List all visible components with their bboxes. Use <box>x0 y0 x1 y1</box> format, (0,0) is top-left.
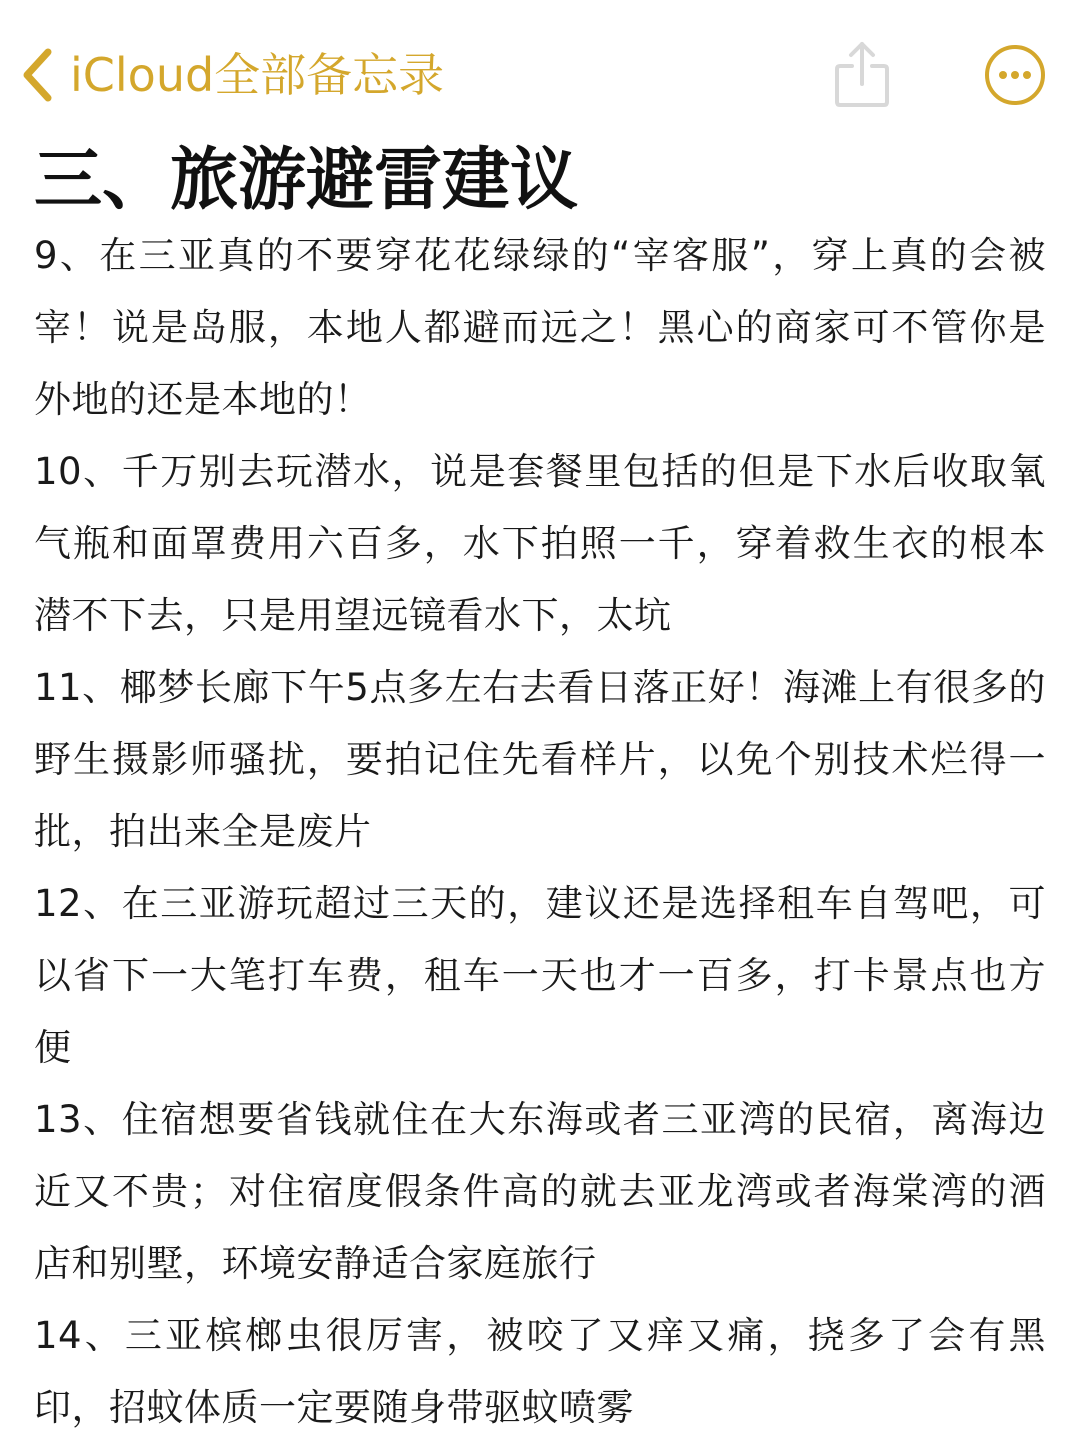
note-body[interactable] <box>34 220 1046 1444</box>
tip-paragraph: 14、三亚槟榔虫很厉害，被咬了又痒又痛，挠多了会有黑印，招蚊体质一定要随身带驱蚊喷雾 <box>34 1314 1046 1429</box>
tip-paragraph: 9、在三亚真的不要穿花花绿绿的“宰客服”，穿上真的会被宰！说是岛服，本地人都避而远之！黑心的商家可不管你是外地的还是本地的！ <box>34 234 1046 421</box>
back-button-label: iCloud全部备忘录 <box>70 48 445 102</box>
tip-paragraph: 10、千万别去玩潜水，说是套餐里包括的但是下水后收取氧气瓶和面罩费用六百多，水下拍照一千，穿着救生衣的根本潜不下去，只是用望远镜看水下，太坑 <box>34 450 1046 637</box>
navigation-bar <box>0 0 1080 140</box>
share-icon <box>832 38 892 110</box>
tip-paragraph: 13、住宿想要省钱就住在大东海或者三亚湾的民宿，离海边近又不贵；对住宿度假条件高的就去亚龙湾或者海棠湾的酒店和别墅，环境安静适合家庭旅行 <box>34 1098 1046 1285</box>
chevron-left-icon <box>20 47 54 103</box>
tip-paragraph: 12、在三亚游玩超过三天的，建议还是选择租车自驾吧，可以省下一大笔打车费，租车一天也才一百多，打卡景点也方便 <box>34 882 1046 1069</box>
more-options-button[interactable] <box>984 44 1046 106</box>
more-icon <box>984 44 1046 106</box>
share-button[interactable] <box>832 38 892 110</box>
back-button[interactable] <box>20 42 444 108</box>
tip-paragraph: 11、椰梦长廊下午5点多左右去看日落正好！海滩上有很多的野生摄影师骚扰，要拍记住先看样片，以免个别技术烂得一批，拍出来全是废片 <box>34 666 1046 853</box>
note-title: 三、旅游避雷建议 <box>34 141 579 220</box>
